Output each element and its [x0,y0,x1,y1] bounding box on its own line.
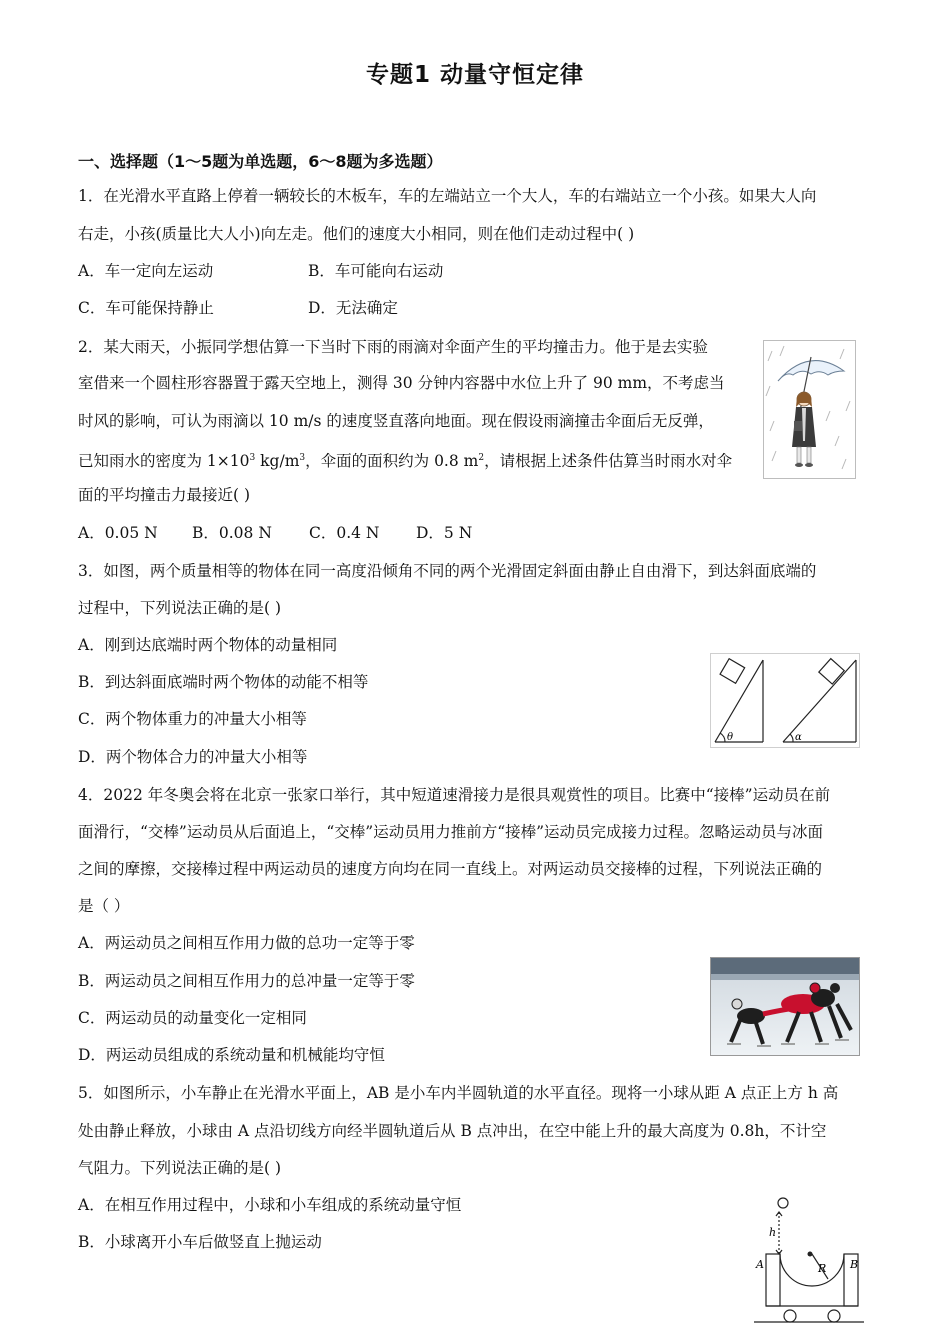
q3-option-d: D．两个物体合力的冲量大小相等 [78,748,308,766]
umbrella-girl-illustration [764,341,855,478]
q1-option-c: C．车可能保持静止 [78,299,214,317]
q4-option-d: D．两运动员组成的系统动量和机械能均守恒 [78,1046,385,1064]
q3-option-b: B．到达斜面底端时两个物体的动能不相等 [78,673,369,691]
q5-line-2: 处由静止释放，小球由 A 点沿切线方向经半圆轨道后从 B 点冲出，在空中能上升的最大高度为 0.8h，不计空 [78,1122,827,1140]
q4-line-4: 是（ ） [78,897,130,915]
q4-line-2: 面滑行，“交棒”运动员从后面追上，“交棒”运动员用力推前方“接棒”运动员完成接力过程。忽略运动员与冰面 [78,823,824,841]
point-a-label: A [756,1258,764,1271]
q1-option-d: D．无法确定 [308,299,398,317]
q5-option-a: A．在相互作用过程中，小球和小车组成的系统动量守恒 [78,1196,462,1214]
point-b-label: B [850,1258,859,1271]
q2-option-a: A．0.05 N [78,524,158,542]
angle-alpha-label: α [795,732,802,743]
q2-line-2: 室借来一个圆柱形容器置于露天空地上，测得 30 分钟内容器中水位上升了 90 mm，不考虑当 [78,374,725,392]
q2-line-3: 时风的影响，可认为雨滴以 10 m/s 的速度竖直落向地面。现在假设雨滴撞击伞面后无反弹， [78,412,714,430]
q2-line-5: 面的平均撞击力最接近( ) [78,486,251,504]
q1-line-1: 1．在光滑水平直路上停着一辆较长的木板车，车的左端站立一个大人，车的右端站立一个小孩。如果大人向 [78,187,817,205]
q4-line-3: 之间的摩擦，交接棒过程中两运动员的速度方向均在同一直线上。对两运动员交接棒的过程，下列说法正确的 [78,860,823,878]
q5-line-3: 气阻力。下列说法正确的是( ) [78,1159,282,1177]
page-title: 专题1 动量守恒定律 [365,62,584,88]
q3-option-c: C．两个物体重力的冲量大小相等 [78,710,307,728]
height-h-label: h [769,1226,777,1239]
inclines-figure [710,653,860,748]
q2-option-b: B．0.08 N [192,524,272,542]
speed-skating-photo [710,957,860,1056]
cart-track-figure [754,1192,864,1323]
q1-line-2: 右走，小孩(质量比大人小)向左走。他们的速度大小相同，则在他们走动过程中( ) [78,225,635,243]
angle-theta-label: θ [727,732,734,743]
q1-option-b: B．车可能向右运动 [308,262,444,280]
speed-skating-image [711,958,859,1055]
q3-line-1: 3．如图，两个质量相等的物体在同一高度沿倾角不同的两个光滑固定斜面由静止自由滑下，到达斜面底端的 [78,562,817,580]
q1-option-a: A．车一定向左运动 [78,262,214,280]
q3-option-a: A．刚到达底端时两个物体的动量相同 [78,636,338,654]
q2-line-1: 2．某大雨天，小振同学想估算一下当时下雨的雨滴对伞面产生的平均撞击力。他于是去实验 [78,338,708,356]
q4-option-c: C．两运动员的动量变化一定相同 [78,1009,307,1027]
umbrella-girl-figure [763,340,856,479]
q4-line-1: 4．2022 年冬奥会将在北京一张家口举行，其中短道速滑接力是很具观赏性的项目。比赛中“接棒”运动员在前 [78,786,831,804]
q2-option-d: D．5 N [416,524,473,542]
inclines-diagram [711,654,859,747]
cart-track-diagram [754,1192,864,1323]
q5-line-1: 5．如图所示，小车静止在光滑水平面上，AB 是小车内半圆轨道的水平直径。现将一小球从距 A 点正上方 h 高 [78,1084,839,1102]
radius-r-label: R [818,1262,827,1275]
q2-line-4: 已知雨水的密度为 $1\times 10^3$ $kg/m^3$，伞面的面积约为 0.8 $m^2$，请根据上述条件估算当时雨水对伞 [78,452,733,470]
q4-option-a: A．两运动员之间相互作用力做的总功一定等于零 [78,934,415,952]
q2-option-c: C．0.4 N [309,524,380,542]
q5-option-b: B．小球离开小车后做竖直上抛运动 [78,1233,322,1251]
q3-line-2: 过程中，下列说法正确的是( ) [78,599,282,617]
q4-option-b: B．两运动员之间相互作用力的总冲量一定等于零 [78,972,415,990]
section-heading: 一、选择题（1～5题为单选题，6～8题为多选题） [78,152,443,171]
